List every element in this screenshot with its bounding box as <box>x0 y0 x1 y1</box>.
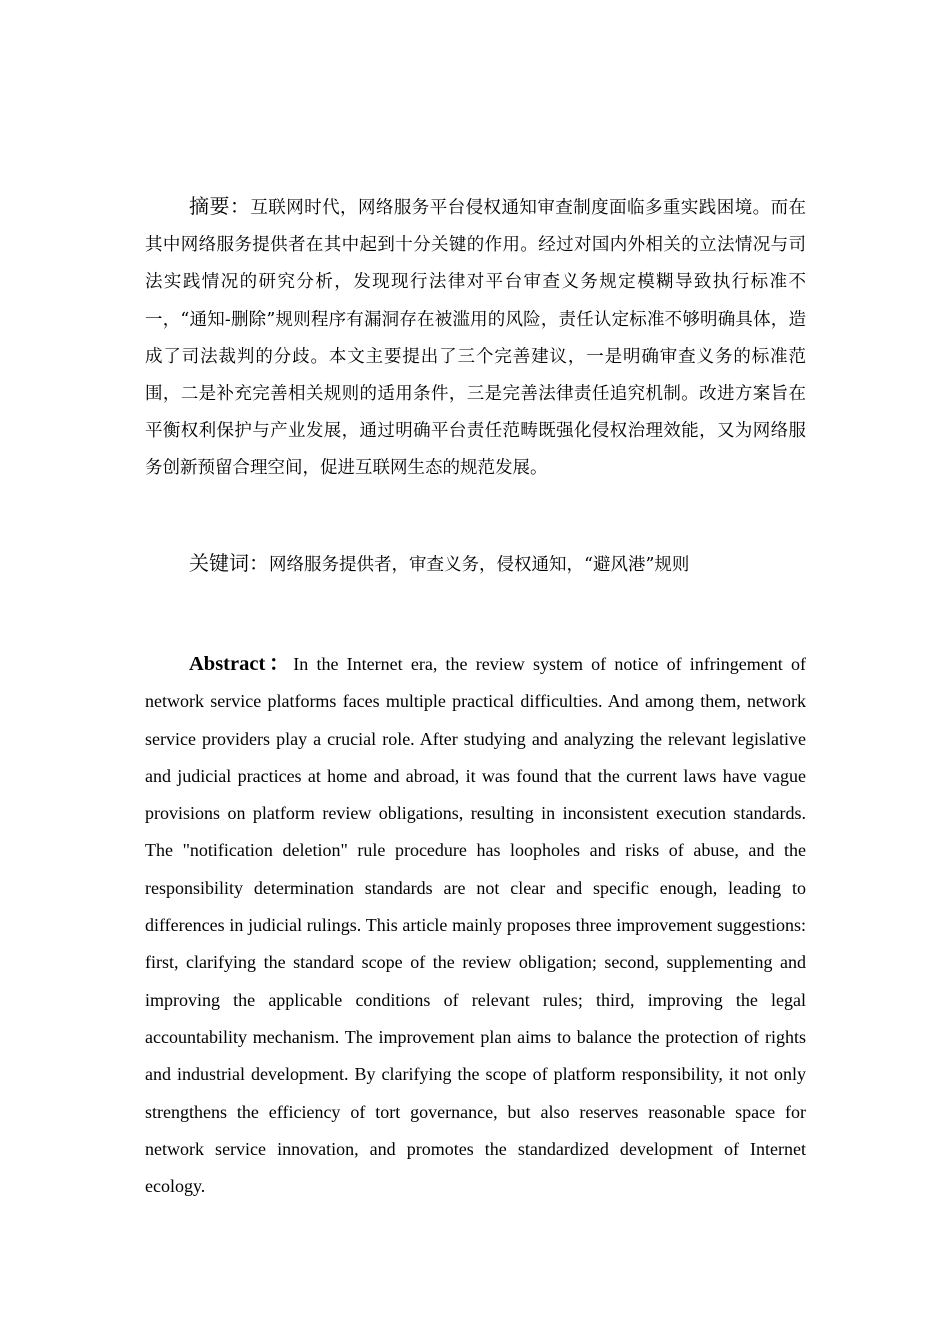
chinese-abstract-text: 互联网时代，网络服务平台侵权通知审查制度面临多重实践困境。而在其中网络服务提供者在其中起到十分关键的作用。经过对国内外相关的立法情况与司法实践情况的研究分析，发现现行法律对平台审查义务规定模糊导致执行标准不一，“通知-删除”规则程序有漏洞存在被滥用的风险，责任认定标准不够明确具体，造成了司法裁判的分歧。本文主要提出了三个完善建议，一是明确审查义务的标准范围，二是补充完善相关规则的适用条件，三是完善法律责任追究机制。改进方案旨在平衡权利保护与产业发展，通过明确平台责任范畴既强化侵权治理效能，又为网络服务创新预留合理空间，促进互联网生态的规范发展。 <box>145 198 807 479</box>
chinese-keywords-text: 网络服务提供者，审查义务，侵权通知，“避风港”规则 <box>269 555 690 575</box>
chinese-keywords <box>145 546 806 582</box>
english-abstract-text: In the Internet era, the review system of notice of infringement of network service platforms faces multiple practical difficulties. And among them, network service providers play a crucial role. After studying and analyzing the relevant legislative and judicial practices at home and abroad, it was found that the current laws have vague provisions on platform review obligations, resulting in inconsistent execution standards. The "notification deletion" rule procedure has loopholes and risks of abuse, and the responsibility determination standards are not clear and specific enough, leading to differences in judicial rulings. This article mainly proposes three improvement suggestions: first, clarifying the standard scope of the review obligation; second, supplementing and improving the applicable conditions of relevant rules; third, improving the legal accountability mechanism. The improvement plan aims to balance the protection of rights and industrial development. By clarifying the scope of platform responsibility, it not only strengthens the efficiency of tort governance, but also reserves reasonable space for network service innovation, and promotes the standardized development of Internet ecology. <box>145 654 806 1197</box>
chinese-abstract-label: 摘要： <box>189 194 251 218</box>
chinese-keywords-label: 关键词： <box>189 551 269 575</box>
english-abstract <box>145 646 806 1205</box>
chinese-abstract <box>145 188 806 488</box>
english-abstract-label: Abstract： <box>189 653 294 675</box>
